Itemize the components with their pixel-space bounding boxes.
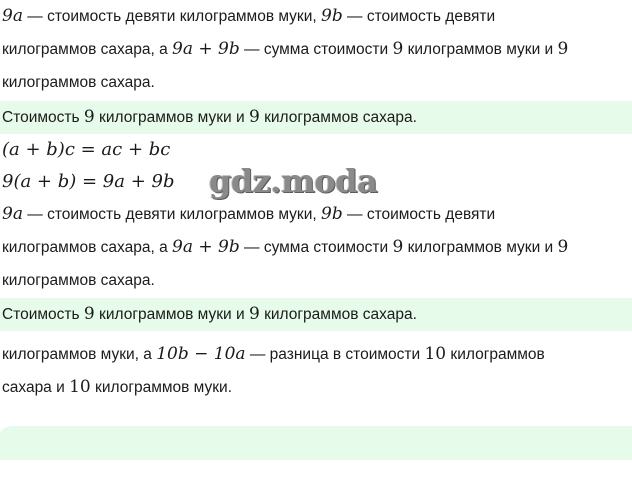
answer-box <box>0 298 632 331</box>
text-run: — стоимость девяти <box>342 206 496 223</box>
text-run: килограммов сахара, а <box>2 41 172 58</box>
math-expression: 9a + 9b <box>172 39 240 59</box>
text-run: — разница в стоимости <box>245 346 425 363</box>
math-expression: 9b <box>321 204 343 224</box>
math-expression: 9b <box>321 6 343 26</box>
number: 9 <box>83 304 95 324</box>
text-run: килограммов сахара. <box>259 306 417 323</box>
text-run: килограммов сахара, а <box>2 239 172 256</box>
formula-distributive: (a + b)c = ac + bc <box>2 139 171 160</box>
formula-applied: 9(a + b) = 9a + 9b <box>2 171 175 192</box>
number: 9 <box>392 39 404 59</box>
number: 10 <box>424 344 447 364</box>
text-run: килограммов <box>446 346 545 363</box>
paragraph-line <box>2 198 628 231</box>
text-run: — сумма стоимости <box>239 239 393 256</box>
paragraph-line <box>2 338 628 371</box>
text-run: килограммов муки, а <box>2 346 157 363</box>
text-run: килограммов муки. <box>90 379 233 396</box>
number: 9 <box>557 39 569 59</box>
text-run: килограммов муки и <box>94 306 249 323</box>
text-run: килограммов муки и <box>94 109 249 126</box>
text-run: килограммов муки и <box>403 41 558 58</box>
text-run: — стоимость девяти <box>342 8 496 25</box>
number: 9 <box>557 237 569 257</box>
number: 9 <box>248 107 260 127</box>
number: 9 <box>248 304 260 324</box>
watermark-logo: gdz.moda <box>209 162 378 200</box>
text-run: — стоимость девяти килограммов муки, <box>22 206 321 223</box>
paragraph-line <box>2 371 628 404</box>
text-run: килограммов сахара. <box>2 74 155 91</box>
paragraph-line <box>2 66 628 99</box>
paragraph-line <box>2 231 628 264</box>
math-expression: 9a <box>2 6 23 26</box>
math-expression: 10b − 10a <box>156 344 246 364</box>
text-run: сахара и <box>2 379 70 396</box>
paragraph-line <box>2 33 628 66</box>
answer-box-empty <box>0 426 632 460</box>
text-run: Стоимость <box>2 109 84 126</box>
text-run: килограммов сахара. <box>2 272 155 289</box>
answer-box <box>0 101 632 134</box>
math-expression: 9a <box>2 204 23 224</box>
number: 9 <box>83 107 95 127</box>
paragraph-line <box>2 264 628 297</box>
text-run: Стоимость <box>2 306 84 323</box>
math-expression: 9a + 9b <box>172 237 240 257</box>
text-run: килограммов сахара. <box>259 109 417 126</box>
text-run: килограммов муки и <box>403 239 558 256</box>
text-run: — сумма стоимости <box>239 41 393 58</box>
paragraph-line <box>2 0 628 33</box>
number: 10 <box>69 377 91 397</box>
number: 9 <box>392 237 404 257</box>
text-run: — стоимость девяти килограммов муки, <box>22 8 321 25</box>
